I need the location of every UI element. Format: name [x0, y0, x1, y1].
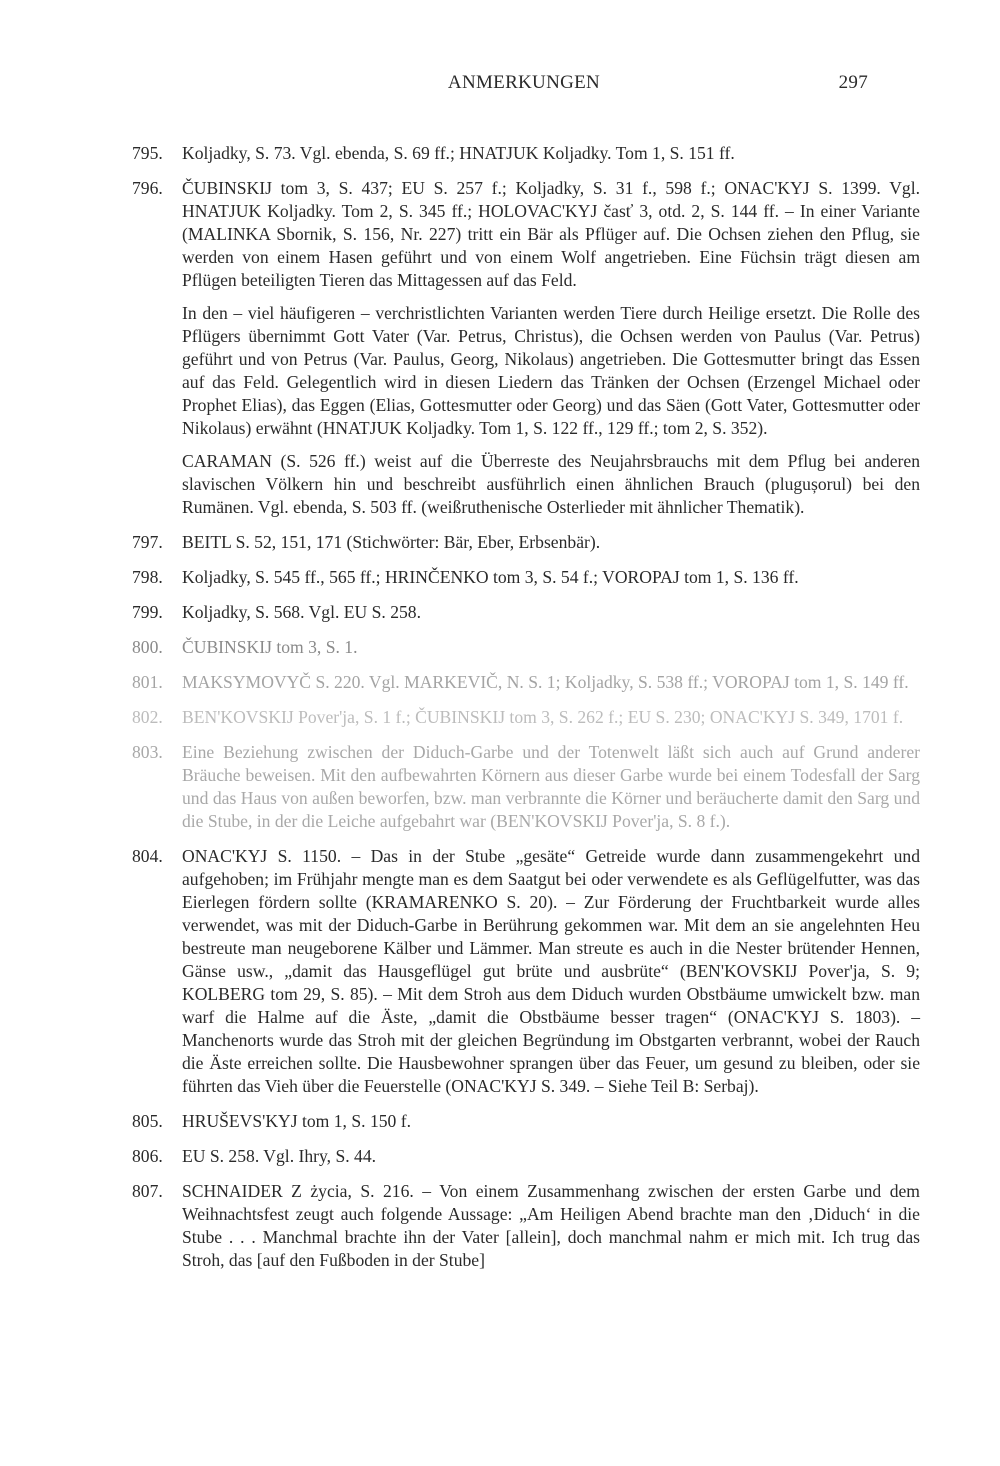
note-text: Koljadky, S. 545 ff., 565 ff.; HRINČENKO tom 3, S. 54 f.; VOROPAJ tom 1, S. 136 ff. [182, 567, 799, 587]
note-text: EU S. 258. Vgl. Ihry, S. 44. [182, 1146, 377, 1166]
note-807 [132, 1180, 920, 1272]
note-number: 800. [132, 637, 163, 657]
note-text: Koljadky, S. 73. Vgl. ebenda, S. 69 ff.; HNATJUK Koljadky. Tom 1, S. 151 ff. [182, 143, 735, 163]
page-header [180, 72, 868, 98]
note-801 [132, 671, 920, 694]
note-802 [132, 706, 920, 729]
note-798 [132, 566, 920, 589]
note-805 [132, 1110, 920, 1133]
notes-list [132, 142, 920, 1284]
note-803 [132, 741, 920, 833]
note-number: 797. [132, 532, 163, 552]
note-number: 802. [132, 707, 163, 727]
note-795 [132, 142, 920, 165]
note-text: BEN'KOVSKIJ Pover'ja, S. 1 f.; ČUBINSKIJ tom 3, S. 262 f.; EU S. 230; ONAC'KYJ S. 349, 1701 f. [182, 707, 904, 727]
note-number: 805. [132, 1111, 163, 1131]
note-text: HRUŠEVS'KYJ tom 1, S. 150 f. [182, 1111, 411, 1131]
note-796 [132, 177, 920, 519]
note-text: ONAC'KYJ S. 1150. – Das in der Stube „gesäte“ Getreide wurde dann zusammengekehrt und aufgehoben; im Frühjahr mengte man es dem Saatgut bei oder verwendete es als Geflügelfutter, was das Eierlegen fördern sollte (KRAMARENKO S. 20). – Zur Förderung der Fruchtbarkeit wurde alles verwendet, was mit der Diduch-Garbe in Berührung gekommen war. Mit dem an sie angelehnten Heu bestreute man neugeborene Kälber und Lämmer. Man streute es auch in die Nester brütender Hennen, Gänse usw., „damit das Hausgeflügel gut brüte und ausbrüte“ (BEN'KOVSKIJ Pover'ja, S. 9; KOLBERG tom 29, S. 85). – Mit dem Stroh aus dem Diduch wurden Obstbäume umwickelt bzw. man warf die Halme auf die Äste, „damit die Obstbäume besser tragen“ (ONAC'KYJ S. 1803). – Manchenorts wurde das Stroh mit der gleichen Begründung im Obstgarten verbrannt, wobei der Rauch die Äste erreichen sollte. Die Hausbewohner sprangen über das Feuer, um gesund zu bleiben, oder sie führten das Vieh über die Feuerstelle (ONAC'KYJ S. 349. – Siehe Teil B: Serbaj). [182, 846, 920, 1096]
note-number: 804. [132, 846, 163, 866]
note-799 [132, 601, 920, 624]
note-797 [132, 531, 920, 554]
running-title: ANMERKUNGEN [447, 72, 601, 93]
note-text: ČUBINSKIJ tom 3, S. 437; EU S. 257 f.; Koljadky, S. 31 f., 598 f.; ONAC'KYJ S. 1399. Vgl. HNATJUK Koljadky. Tom 2, S. 345 ff.; HOLOVAC'KYJ časť 3, otd. 2, S. 144 ff. – In einer Variante (MALINKA Sbornik, S. 156, Nr. 227) tritt ein Bär als Pflüger auf. Die Ochsen ziehen den Pflug, sie werden von einem Hasen geführt und von einem Wolf angetrieben. Eine Füchsin trägt diesen am Pflügen beteiligten Tieren das Mittagessen auf das Feld. [182, 178, 920, 290]
note-text: Koljadky, S. 568. Vgl. EU S. 258. [182, 602, 421, 622]
note-804 [132, 845, 920, 1098]
note-text: In den – viel häufigeren – verchristlichten Varianten werden Tiere durch Heilige ersetzt. Die Rolle des Pflügers übernimmt Gott Vater (Var. Petrus, Christus), die Ochsen werden von Paulus (Var. Petrus) geführt und von Petrus (Var. Paulus, Georg, Nikolaus) angetrieben. Die Gottesmutter bringt das Essen auf das Feld. Gelegentlich wird in diesen Liedern das Tränken der Ochsen (Erzengel Michael oder Prophet Elias), das Eggen (Elias, Gottesmutter oder Georg) und das Säen (Gott Vater, Gottesmutter oder Nikolaus) erwähnt (HNATJUK Koljadky. Tom 1, S. 122 ff., 129 ff.; tom 2, S. 352). [182, 303, 920, 438]
note-number: 798. [132, 567, 163, 587]
note-number: 795. [132, 143, 163, 163]
note-text: MAKSYMOVYČ S. 220. Vgl. MARKEVIČ, N. S. 1; Koljadky, S. 538 ff.; VOROPAJ tom 1, S. 149 ff. [182, 672, 909, 692]
note-number: 799. [132, 602, 163, 622]
note-text: SCHNAIDER Z życia, S. 216. – Von einem Zusammenhang zwischen der ersten Garbe und dem Weihnachtsfest zeugt auch folgende Aussage: „Am Heiligen Abend brachte man den ‚Diduch‘ in die Stube . . . Manchmal brachte ihn der Vater [allein], doch manchmal nahm er mich mit. Ich trug das Stroh, das [auf den Fußboden in der Stube] [182, 1181, 920, 1270]
note-number: 803. [132, 742, 163, 762]
page-number: 297 [838, 72, 868, 93]
note-text: BEITL S. 52, 151, 171 (Stichwörter: Bär, Eber, Erbsenbär). [182, 532, 601, 552]
note-number: 807. [132, 1181, 163, 1201]
note-number: 796. [132, 178, 163, 198]
note-text: ČUBINSKIJ tom 3, S. 1. [182, 637, 358, 657]
note-number: 801. [132, 672, 163, 692]
note-806 [132, 1145, 920, 1168]
note-number: 806. [132, 1146, 163, 1166]
note-text: CARAMAN (S. 526 ff.) weist auf die Überreste des Neujahrsbrauchs mit dem Pflug bei anderen slavischen Völkern hin und beschreibt ausführlich einen ähnlichen Brauch (plugușorul) bei den Rumänen. Vgl. ebenda, S. 503 ff. (weißruthenische Osterlieder mit ähnlicher Thematik). [182, 451, 920, 517]
note-text: Eine Beziehung zwischen der Diduch-Garbe und der Totenwelt läßt sich auch auf Grund anderer Bräuche beweisen. Mit den aufbewahrten Körnern aus dieser Garbe wurde bei einem Todesfall der Sarg und das Haus von außen beworfen, bzw. man verbrannte die Körner und beräucherte damit den Sarg und die Stube, in der die Leiche aufgebahrt war (BEN'KOVSKIJ Pover'ja, S. 8 f.). [182, 742, 920, 831]
note-800 [132, 636, 920, 659]
